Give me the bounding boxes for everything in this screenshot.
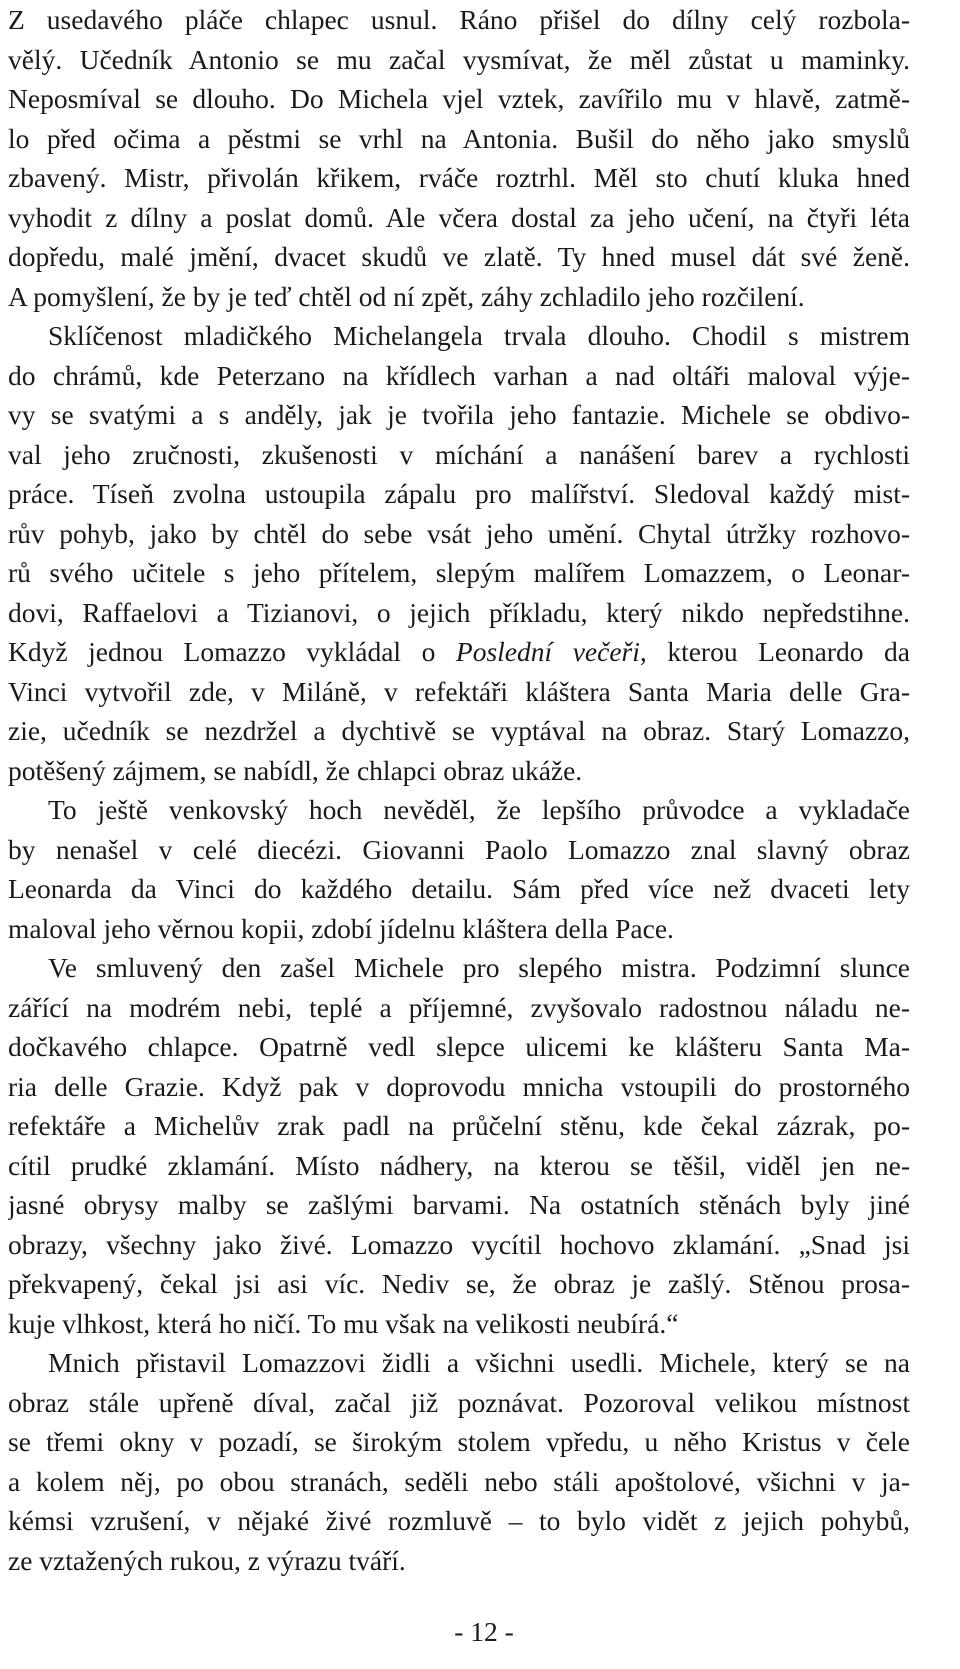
text-line: Vinci vytvořil zde, v Miláně, v refektáři kláštera Santa Maria delle Gra-: [8, 675, 910, 707]
text-line: Leonarda da Vinci do každého detailu. Sám před více než dvaceti lety: [8, 873, 910, 904]
text-line-with-italic: [8, 632, 910, 672]
text-line: obrazy, všechny jako živé. Lomazzo vycítil hochovo zklamání. „Snad jsi: [8, 1228, 910, 1260]
text-segment: Když jednou Lomazzo vykládal o: [8, 636, 456, 667]
text-line: překvapený, čekal jsi asi víc. Nediv se, že obraz je zašlý. Stěnou prosa-: [8, 1268, 910, 1299]
text-line: Mnich přistavil Lomazzovi židli a všichni usedli. Michele, který se na: [48, 1347, 910, 1378]
page-number: - 12 -: [454, 1616, 514, 1647]
text-line: lo před očima a pěstmi se vrhl na Antonia. Bušil do něho jako smyslů: [8, 122, 910, 154]
text-line: Sklíčenost mladičkého Michelangela trvala dlouho. Chodil s mistrem: [48, 320, 910, 351]
text-line: Z usedavého pláče chlapec usnul. Ráno přišel do dílny celý rozbola-: [8, 4, 910, 35]
text-line: val jeho zručnosti, zkušenosti v míchání a nanášení barev a rychlosti: [8, 438, 910, 470]
text-segment: , kterou Leonardo da: [639, 636, 910, 667]
text-line: Neposmíval se dlouho. Do Michela vjel vztek, zavířilo mu v hlavě, zatmě-: [8, 83, 910, 114]
text-line: práce. Tíseň zvolna ustoupila zápalu pro malířství. Sledoval každý mist-: [8, 478, 910, 509]
text-line: rův pohyb, jako by chtěl do sebe vsát jeho umění. Chytal útržky rozhovo-: [8, 517, 910, 549]
text-line: ze vztažených rukou, z výrazu tváří.: [8, 1544, 406, 1576]
text-line: dovi, Raffaelovi a Tizianovi, o jejich příkladu, který nikdo nepředstihne.: [8, 596, 910, 628]
text-line: ria delle Grazie. Když pak v doprovodu mnicha vstoupili do prostorného: [8, 1070, 910, 1102]
text-line: by nenašel v celé diecézi. Giovanni Paolo Lomazzo znal slavný obraz: [8, 833, 910, 865]
text-line: obraz stále upřeně díval, začal již poznávat. Pozoroval velikou místnost: [8, 1386, 910, 1418]
text-line: vyhodit z dílny a poslat domů. Ale včera dostal za jeho učení, na čtyři léta: [8, 201, 910, 233]
text-line: kuje vlhkost, která ho ničí. To mu však na velikosti neubírá.“: [8, 1307, 679, 1339]
text-line: cítil prudké zklamání. Místo nádhery, na kterou se těšil, viděl jen ne-: [8, 1149, 910, 1181]
text-line: Ve smluvený den zašel Michele pro slepého mistra. Podzimní slunce: [48, 952, 910, 983]
text-line: se třemi okny v pozadí, se širokým stolem vpředu, u něho Kristus v čele: [8, 1426, 910, 1457]
text-line: dopředu, malé jmění, dvacet skudů ve zlatě. Ty hned musel dát své ženě.: [8, 241, 910, 272]
text-line: zie, učedník se nezdržel a dychtivě se vyptával na obraz. Starý Lomazzo,: [8, 715, 910, 746]
text-line: kémsi vzrušení, v nějaké živé rozmluvě – to bylo vidět z jejich pohybů,: [8, 1505, 910, 1536]
text-line: zářící na modrém nebi, teplé a příjemné, zvyšovalo radostnou náladu ne-: [8, 991, 910, 1023]
text-line: vy se svatými a s anděly, jak je tvořila jeho fantazie. Michele se obdivo-: [8, 399, 910, 430]
text-line: To ještě venkovský hoch nevěděl, že lepšího průvodce a vykladače: [48, 794, 910, 825]
text-line: vělý. Učedník Antonio se mu začal vysmívat, že měl zůstat u maminky.: [8, 43, 910, 75]
text-line: refektáře a Michelův zrak padl na průčelní stěnu, kde čekal zázrak, po-: [8, 1110, 910, 1141]
text-line: rů svého učitele s jeho přítelem, slepým malířem Lomazzem, o Leonar-: [8, 557, 910, 588]
text-line: do chrámů, kde Peterzano na křídlech varhan a nad oltáři maloval výje-: [8, 359, 910, 391]
text-line: a kolem něj, po obou stranách, seděli nebo stáli apoštolové, všichni v ja-: [8, 1465, 910, 1497]
text-line: maloval jeho věrnou kopii, zdobí jídelnu kláštera della Pace.: [8, 912, 674, 944]
text-line: dočkavého chlapce. Opatrně vedl slepce ulicemi ke klášteru Santa Ma-: [8, 1031, 910, 1062]
text-line: potěšený zájmem, se nabídl, že chlapci obraz ukáže.: [8, 754, 583, 786]
italic-title: Poslední večeři: [455, 636, 640, 667]
text-line: zbavený. Mistr, přivolán křikem, rváče roztrhl. Měl sto chutí kluka hned: [8, 162, 910, 193]
text-line: jasné obrysy malby se zašlými barvami. Na ostatních stěnách byly jiné: [8, 1189, 910, 1220]
text-line: A pomyšlení, že by je teď chtěl od ní zpět, záhy zchladilo jeho rozčilení.: [8, 280, 805, 312]
